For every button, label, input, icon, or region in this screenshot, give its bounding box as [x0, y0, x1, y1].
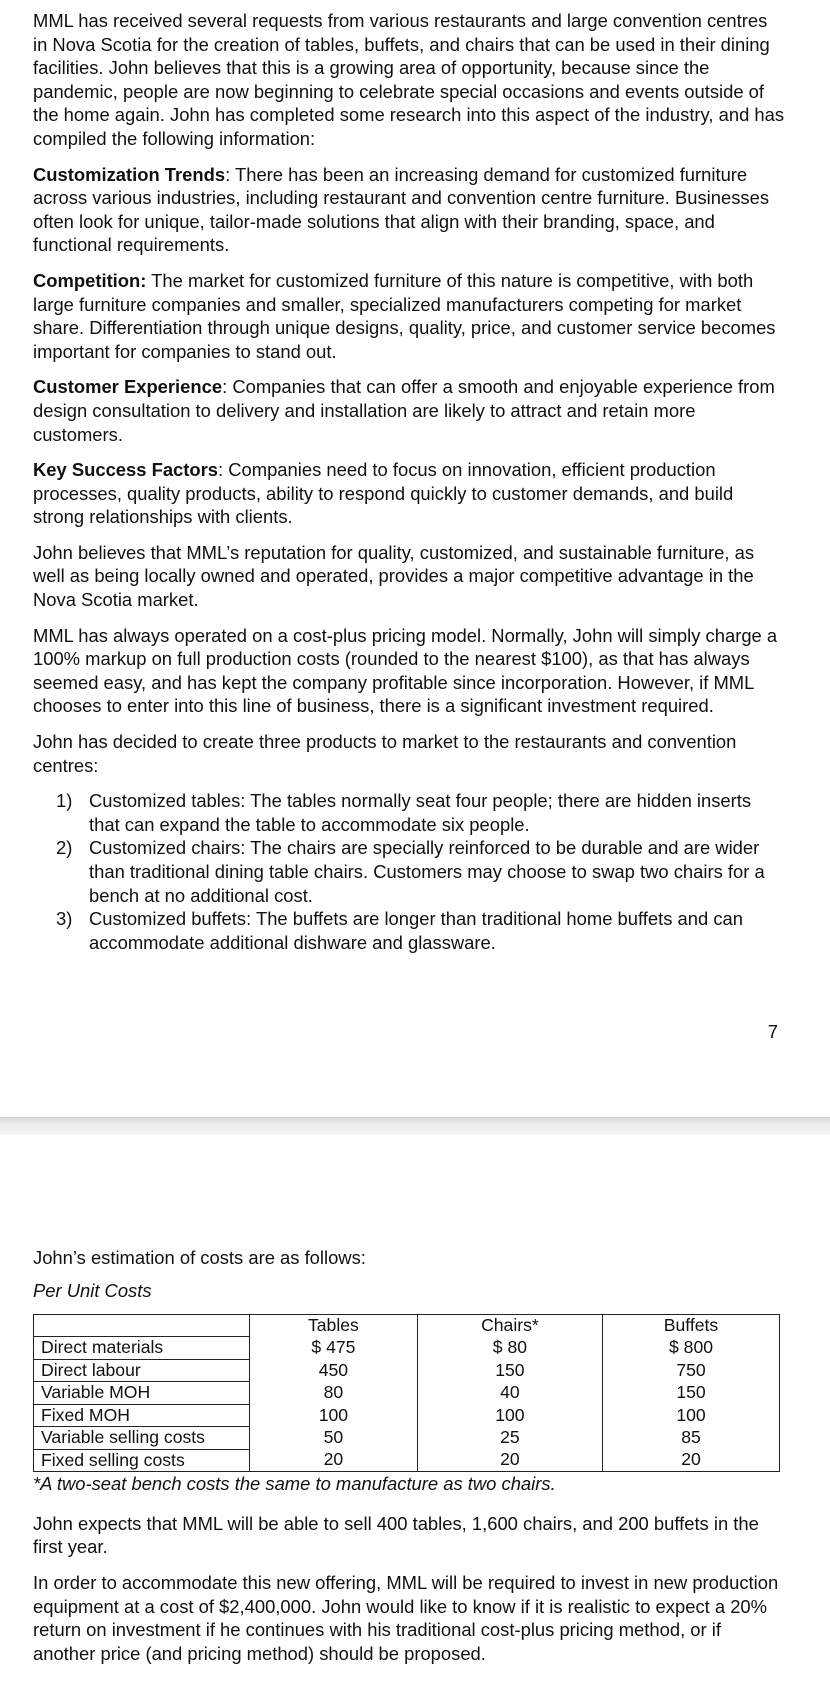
trend-paragraph: [33, 375, 785, 446]
list-number: 2): [56, 837, 73, 859]
table-cell: 25: [417, 1427, 602, 1450]
list-number: 1): [56, 790, 73, 812]
table-cell: 750: [603, 1359, 780, 1382]
investment-paragraph: In order to accommodate this new offering, MML will be required to invest in new production equipment at a cost of $2,400,000. John would like to know if it is realistic to expect a 20% return on investment if he continues with his traditional cost-plus pricing method, or if another price (and pricing method) should be proposed.: [33, 1571, 779, 1664]
list-text: Customized chairs: The chairs are specially reinforced to be durable and are wider than traditional dining table chairs. Customers may choose to swap two chairs for a bench at no additional cost.: [89, 837, 765, 906]
per-unit-label: Per Unit Costs: [33, 1279, 152, 1301]
page-number: 7: [767, 1021, 778, 1042]
list-item: [33, 907, 785, 954]
row-label: Direct labour: [34, 1359, 250, 1382]
table-row: [34, 1359, 780, 1382]
list-text: Customized buffets: The buffets are longer than traditional home buffets and can accommodate additional dishware and glassware.: [89, 908, 743, 953]
costs-intro: John’s estimation of costs are as follows:: [33, 1247, 366, 1268]
table-corner-cell: [34, 1315, 250, 1337]
page-7-content: [33, 9, 785, 954]
table-footnote: *A two-seat bench costs the same to manufacture as two chairs.: [33, 1473, 556, 1495]
list-item: [33, 789, 785, 836]
table-row: [34, 1337, 780, 1360]
pricing-paragraph: MML has always operated on a cost-plus pricing model. Normally, John will simply charge a 100% markup on full production costs (rounded to the nearest $100), as that has always seemed easy, and has kept the company profitable since incorporation. However, if MML chooses to enter into this line of business, there is a significant investment required.: [33, 624, 778, 717]
table-cell: 450: [250, 1359, 418, 1382]
table-cell: 20: [417, 1449, 602, 1472]
row-label: Fixed MOH: [34, 1404, 250, 1427]
row-label: Fixed selling costs: [34, 1449, 250, 1472]
products-list: [33, 789, 785, 954]
trend-heading: Customer Experience: [33, 376, 223, 398]
reputation-paragraph: John believes that MML’s reputation for quality, customized, and sustainable furniture, as well as being locally owned and operated, provides a major competitive advantage in the Nova Scotia market.: [33, 541, 755, 611]
trend-heading: Key Success Factors: [33, 459, 219, 481]
trend-text: : Companies that can offer a smooth and enjoyable experience from design consultation to delivery and installation are likely to attract and retain more customers.: [33, 376, 775, 445]
list-text: Customized tables: The tables normally seat four people; there are hidden inserts that can expand the table to accommodate six people.: [89, 790, 752, 835]
table-cell: 85: [603, 1427, 780, 1450]
table-cell: 20: [250, 1449, 418, 1472]
page-separator: [0, 1117, 830, 1135]
products-intro: John has decided to create three products to market to the restaurants and convention centres:: [33, 731, 737, 776]
trend-text: : There has been an increasing demand for customized furniture across various industries, including restaurant and convention centre furniture. Businesses often look for unique, tailor-made solutions that align with their branding, space, and functional requirements.: [33, 163, 770, 256]
sales-expectation-paragraph: John expects that MML will be able to sell 400 tables, 1,600 chairs, and 200 buffets in the first year.: [33, 1512, 759, 1558]
table-cell: 40: [417, 1382, 602, 1405]
trend-text: : Companies need to focus on innovation, efficient production processes, quality products, ability to respond quickly to customer demands, and build strong relationships with clients.: [33, 459, 734, 528]
table-row: [34, 1427, 780, 1450]
table-cell: $ 800: [603, 1337, 780, 1360]
trend-heading: Competition:: [33, 269, 147, 291]
table-cell: $ 475: [250, 1337, 418, 1360]
column-header: Tables: [250, 1315, 418, 1337]
page-8: [0, 1135, 830, 1692]
list-item: [33, 836, 785, 907]
trend-paragraph: [33, 269, 785, 363]
row-label: Variable selling costs: [34, 1427, 250, 1450]
list-number: 3): [56, 908, 73, 930]
table-cell: 100: [250, 1404, 418, 1427]
row-label: Direct materials: [34, 1337, 250, 1360]
table-cell: 50: [250, 1427, 418, 1450]
table-cell: 100: [603, 1404, 780, 1427]
trend-paragraph: [33, 458, 785, 529]
table-cell: 100: [417, 1404, 602, 1427]
cost-table: [33, 1314, 780, 1472]
intro-paragraph: MML has received several requests from various restaurants and large convention centres in Nova Scotia for the creation of tables, buffets, and chairs that can be used in their dining facilities. John believes that this is a growing area of opportunity, because since the pandemic, people are now beginning to celebrate special occasions and events outside of the home again. John has completed some research into this aspect of the industry, and has compiled the following information:: [33, 10, 785, 149]
table-row: [34, 1404, 780, 1427]
trend-heading: Customization Trends: [33, 163, 226, 185]
table-cell: 150: [417, 1359, 602, 1382]
table-cell: 150: [603, 1382, 780, 1405]
table-cell: $ 80: [417, 1337, 602, 1360]
column-header: Chairs*: [417, 1315, 602, 1337]
row-label: Variable MOH: [34, 1382, 250, 1405]
page-8-content: [33, 1246, 785, 1677]
table-cell: 20: [603, 1449, 780, 1472]
column-header: Buffets: [603, 1315, 780, 1337]
table-row: [34, 1382, 780, 1405]
table-cell: 80: [250, 1382, 418, 1405]
table-row: [34, 1449, 780, 1472]
table-header-row: [34, 1315, 780, 1337]
trend-text: The market for customized furniture of this nature is competitive, with both large furniture companies and smaller, specialized manufacturers competing for market share. Differentiation through unique designs, quality, price, and customer service becomes important for companies to stand out.: [33, 269, 776, 362]
trend-paragraph: [33, 163, 785, 257]
